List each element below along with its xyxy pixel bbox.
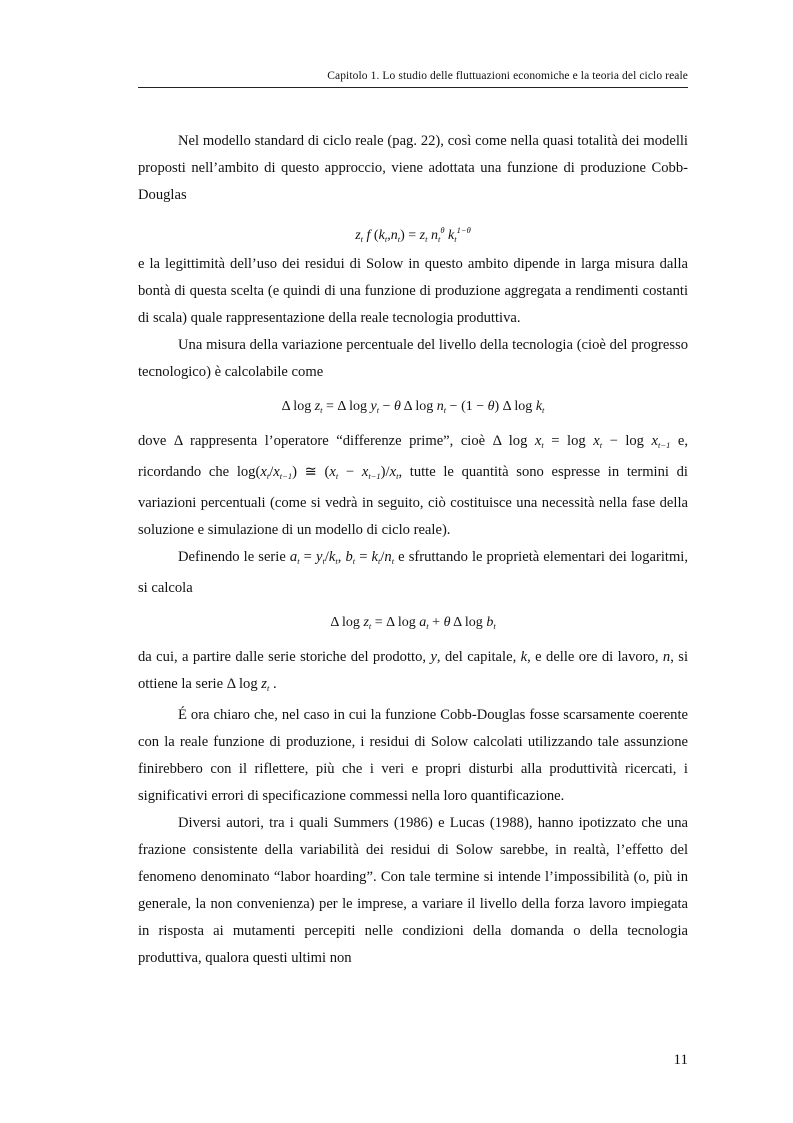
paragraph-4-text-c: , tutte le quantità sono espresse in termini di variazioni percentuali (come si vedrà in seguito, ciò costituisce una necessità nella fase della soluzione e simulazione di un modello di ciclo reale). <box>138 464 688 538</box>
page-body <box>138 128 688 972</box>
paragraph-4-text-b: e, ricordando che <box>138 433 688 480</box>
running-header: Capitolo 1. Lo studio delle fluttuazioni economiche e la teoria del ciclo reale <box>327 70 688 82</box>
variable-y: y <box>430 649 437 665</box>
variable-k: k <box>520 649 528 665</box>
equation-cobb-douglas: $z_t$ f $(k_t,n_t) = z_t$ $n_t^\theta$ $k_t^{1-\theta}$ <box>355 225 471 244</box>
paragraph-5-text-b: e sfruttando le proprietà elementari dei logaritmi, si calcola <box>138 549 689 596</box>
inline-math-delta-log-z: Δ $\log z_t$ <box>226 676 270 693</box>
inline-math-first-difference: Δ $\log x_t = \log x_t - \log x_{t-1}$ <box>492 433 671 450</box>
equation-solow-residual: Δ $\log z_t = \Delta$ $\log y_t - \theta$ Δ $\log n_t - (1 - \theta)$ Δ $\log k_t$ <box>281 399 545 415</box>
paragraph-8: Diversi autori, tra i quali Summers (1986) e Lucas (1988), hanno ipotizzato che una frazione consistente della variabilità dei residui di Solow sarebbe, in realtà, l’effetto del fenomeno denominato “labor hoarding”. Con tale termine si intende l’impossibilità (o, più in generale, la non convenienza) per le imprese, a variare il livello della forza lavoro impiegata in risposta ai mutamenti percepiti nelle condizioni della domanda o della tecnologia produttiva, qualora questi ultimi non <box>138 815 688 966</box>
paragraph-4-text-a: dove Δ rappresenta l’operatore “differenze prime”, cioè <box>138 433 486 449</box>
paragraph-3: Una misura della variazione percentuale del livello della tecnologia (cioè del progresso tecnologico) è calcolabile come <box>138 337 688 380</box>
header-rule <box>138 87 688 88</box>
paragraph-6-text-a: da cui, a partire dalle serie storiche del prodotto, <box>138 649 427 665</box>
paragraph-5-text-a: Definendo le serie <box>178 549 286 565</box>
page-number: 11 <box>673 1052 688 1068</box>
paragraph-2: e la legittimità dell’uso dei residui di Solow in questo ambito dipende in larga misura dalla bontà di questa scelta (e quindi di una funzione di produzione aggregata a rendimenti costanti di scala) quale rappresentazione della reale tecnologia produttiva. <box>138 256 688 326</box>
paragraph-5 <box>138 544 688 602</box>
paragraph-7: É ora chiaro che, nel caso in cui la funzione Cobb-Douglas fosse scarsamente coerente con la reale funzione di produzione, i residui di Solow calcolati utilizzando tale assunzione finirebbero con il riflettere, più che i veri e propri disturbi alla produttività ricercati, i significativi errori di specificazione commessi nella loro quantificazione. <box>138 707 688 804</box>
paragraph-1: Nel modello standard di ciclo reale (pag. 22), così come nella quasi totalità dei modelli proposti nell’ambito di questo approccio, viene adottata una funzione di produzione Cobb-Douglas <box>138 133 688 203</box>
paragraph-4 <box>138 428 688 544</box>
variable-n: n <box>662 649 671 665</box>
inline-math-log-approximation: $\log(x_t/x_{t-1})$ ≅ $(x_t - x_{t-1})/x_t$ <box>236 464 399 481</box>
paragraph-6: da cui, a partire dalle serie storiche del prodotto, y, del capitale, k, e delle ore di lavoro, n, si ottiene la serie Δ $\log z_t$ . <box>138 649 688 693</box>
paragraph-6-text-d: , si ottiene la serie <box>138 649 688 692</box>
equation-log-decomposition: Δ $\log z_t = \Delta$ $\log a_t + \theta$ Δ $\log b_t$ <box>330 615 496 631</box>
paragraph-6-text-b: , del capitale, <box>436 649 517 665</box>
paragraph-6-text-c: , e delle ore di lavoro, <box>527 649 659 665</box>
inline-math-series-definition: $a_t = y_t/k_t$, $b_t = k_t/n_t$ <box>289 549 395 566</box>
